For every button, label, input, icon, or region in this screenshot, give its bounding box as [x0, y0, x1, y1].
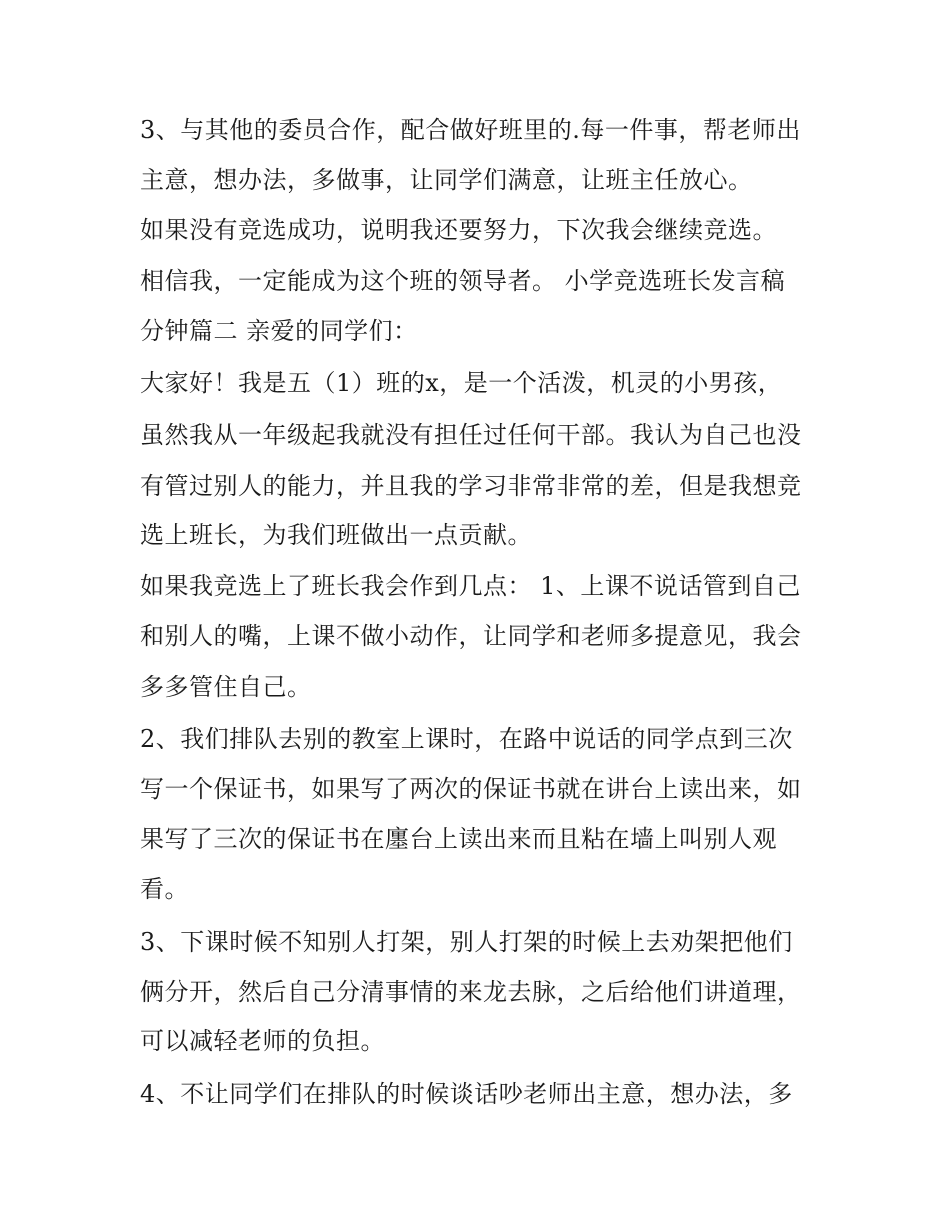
text-line: 如果没有竞选成功，说明我还要努力，下次我会继续竞选。 — [140, 216, 777, 244]
text-line: 多多管住自己。 — [140, 673, 312, 701]
text-line: 4、不让同学们在排队的时候谈话吵老师出主意，想办法，多 — [140, 1080, 793, 1108]
text-line: 3、下课时候不知别人打架，别人打架的时候上去劝架把他们 — [140, 928, 793, 956]
text-line: 可以减轻老师的负担。 — [140, 1027, 385, 1055]
text-line: 果写了三次的保证书在廛台上读出来而且粘在墙上叫别人观 — [140, 825, 777, 853]
text-line: 选上班长，为我们班做出一点贡献。 — [140, 521, 532, 549]
text-line: 看。 — [140, 875, 189, 903]
text-line: 俩分开，然后自己分清事情的来龙去脉，之后给他们讲道理， — [140, 978, 802, 1006]
text-line: 如果我竞选上了班长我会作到几点： 1、上课不说话管到自己 — [140, 572, 801, 600]
text-line: 3、与其他的委员合作，配合做好班里的.每一件事，帮老师出 — [140, 116, 801, 144]
text-line: 写一个保证书，如果写了两次的保证书就在讲台上读出来，如 — [140, 775, 802, 803]
text-line: 主意，想办法，多做事，让同学们满意，让班主任放心。 — [140, 166, 753, 194]
text-line: 虽然我从一年级起我就没有担任过任何干部。我认为自己也没 — [140, 421, 802, 449]
text-line: 和别人的嘴，上课不做小动作，让同学和老师多提意见，我会 — [140, 622, 802, 650]
text-line: 有管过别人的能力，并且我的学习非常非常的差，但是我想竞 — [140, 472, 802, 500]
text-line: 分钟篇二 亲爱的同学们： — [140, 317, 418, 345]
text-line: 大家好！我是五（1）班的x，是一个活泼，机灵的小男孩， — [140, 369, 783, 397]
text-line: 2、我们排队去别的教室上课时，在路中说话的同学点到三次 — [140, 725, 793, 753]
text-line: 相信我，一定能成为这个班的领导者。 小学竞选班长发言稿 — [140, 267, 786, 295]
